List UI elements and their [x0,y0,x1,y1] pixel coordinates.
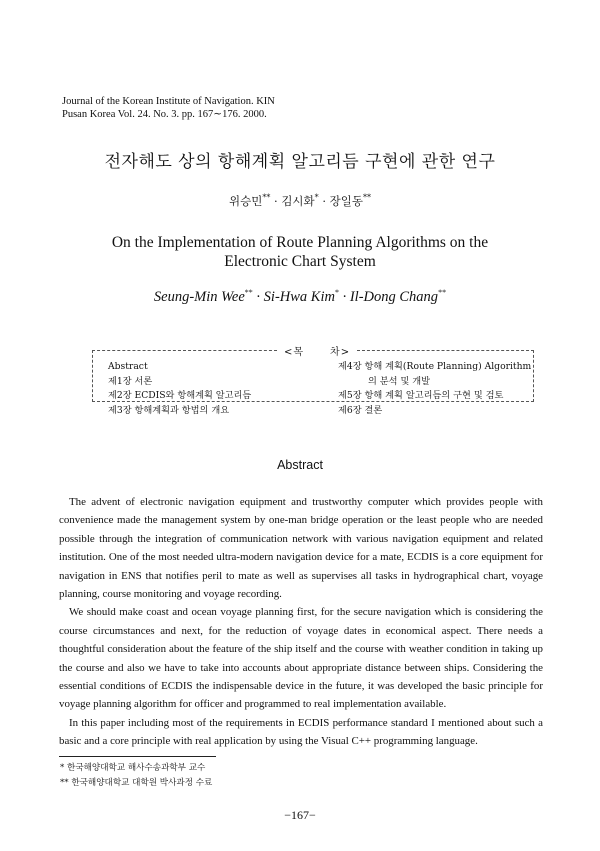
english-title-line: Electronic Chart System [224,253,376,270]
abstract-body [59,493,543,751]
affiliation-mark: * [314,193,319,203]
toc-item-continued: 의 분석 및 개발 [368,375,431,387]
toc-title-left: <목 [284,347,305,358]
toc-item: Abstract [108,361,148,372]
abstract-paragraph: The advent of electronic navigation equipment and trustworthy computer which provides people with convenience made the management system by one-man bridge operation or the least people who are needed possible through the integration of communication network with various navigation equipment and related institution. One of the most needed ultra-modern navigation device for a mate, ECDIS is a core equipment for navigation in ENS that notifies peril to mate as well as supervises all tasks in hydrographical chart, voyage planning, course monitoring and voyage recording. [59,496,543,601]
table-of-contents [92,350,534,416]
abstract-heading: Abstract [277,458,323,472]
abstract-paragraph: We should make coast and ocean voyage planning first, for the secure navigation which is considering the course circumstances and next, for the reduction of voyage dates in economical aspect. There needs a thoughtful consideration about the feature of the ship itself and the course with weather condition in taking up the course and also we have to take into accounts about appropriate distance between ships. Considering the essential conditions of ECDIS the indispensable device in the future, it was developed the basic principle for voyage planning algorithm for officer and programmed to real implementation available. [59,606,543,711]
english-title-line: On the Implementation of Route Planning Algorithms on the [111,234,489,251]
toc-item: 제5장 항해 계획 알고리듬의 구현 및 검토 [338,390,504,401]
author-name: 위승민 [229,194,263,208]
footnote-rule [59,756,216,757]
toc-item: 제4장 항해 계획(Route Planning) Algorithm [338,361,532,372]
english-authors [0,288,600,306]
toc-item: 제1장 서론 [108,375,153,387]
author-separator: · [256,288,261,305]
author-name: Si-Hwa Kim [263,288,335,305]
author-separator: · [274,194,278,208]
affiliation-mark: ** [438,288,447,297]
footnote: * 한국해양대학교 해사수송과학부 교수 [60,763,206,773]
toc-item: 제3장 항해계획과 항법의 개요 [108,404,230,416]
author-name: Seung-Min Wee [153,288,245,305]
journal-citation [62,95,275,121]
page-number: −167− [284,808,316,822]
toc-column-right [338,360,531,418]
korean-title: 전자해도 상의 항해계획 알고리듬 구현에 관한 연구 [104,152,496,172]
footnote: ** 한국해양대학교 대학원 박사과정 수료 [60,778,213,788]
author-name: 장일동 [329,194,363,208]
affiliation-mark: * [334,288,339,297]
journal-name: Journal of the Korean Institute of Navigation. KIN [62,96,275,107]
affiliation-mark: ** [362,193,371,203]
affiliation-mark: ** [262,193,271,203]
author-separator: · [322,194,326,208]
korean-authors [0,193,600,209]
author-name: Il-Dong Chang [349,288,439,305]
affiliation-mark: ** [244,288,253,297]
author-separator: · [342,288,347,305]
toc-item: 제6장 결론 [338,404,383,416]
author-name: 김시화 [281,194,315,208]
footnotes [60,761,212,791]
toc-title-right: 차> [330,347,351,358]
abstract-paragraph: In this paper including most of the requirements in ECDIS performance standard I mentioned about such a basic and a core principle with real application by using the Visual C++ programming language. [59,716,543,748]
journal-volume: Pusan Korea Vol. 24. No. 3. pp. 167∼176. 2000. [62,109,267,120]
english-title [60,233,540,271]
toc-column-left [108,360,251,418]
toc-item: 제2장 ECDIS와 항해계획 알고리듬 [108,390,252,401]
